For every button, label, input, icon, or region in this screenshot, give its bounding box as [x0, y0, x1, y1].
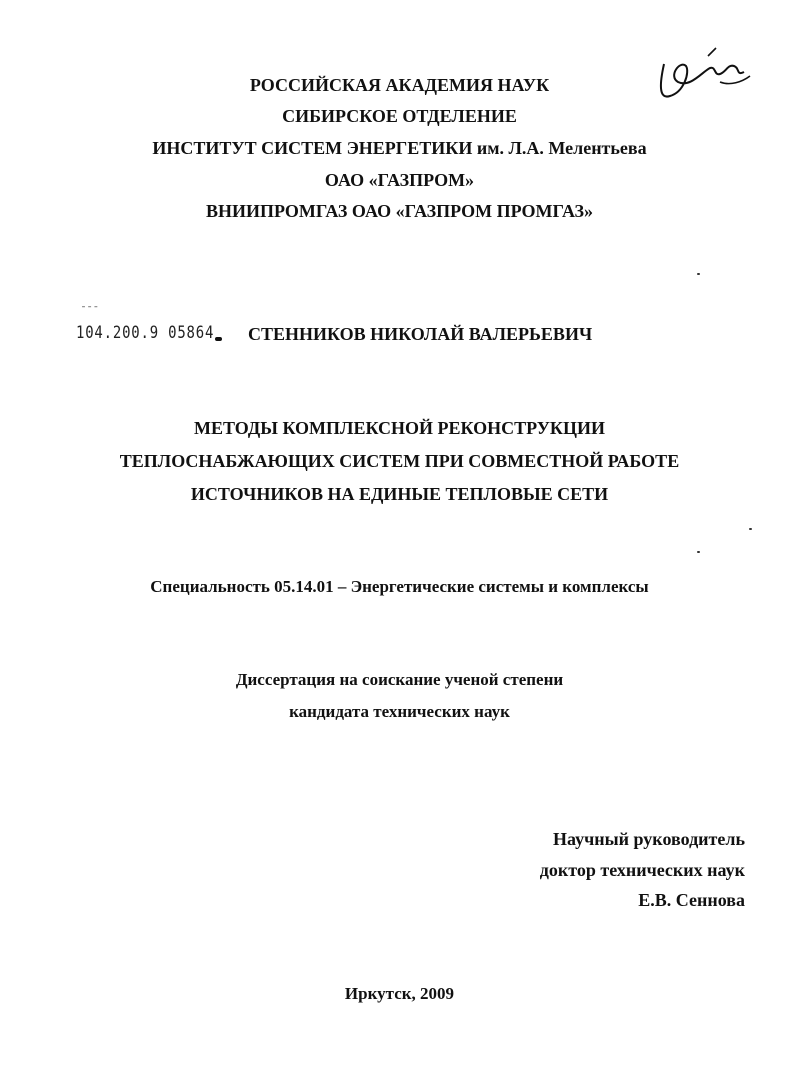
author-name: СТЕННИКОВ НИКОЛАЙ ВАЛЕРЬЕВИЧ	[248, 324, 593, 344]
scan-speck	[749, 528, 752, 530]
bullet-mark	[215, 337, 222, 341]
scan-speck	[697, 273, 700, 275]
place-year: Иркутск, 2009	[344, 984, 455, 1003]
supervisor-degree: доктор технических наук	[539, 860, 745, 880]
title-line-1: МЕТОДЫ КОМПЛЕКСНОЙ РЕКОНСТРУКЦИИ	[194, 418, 605, 438]
header-line-promgaz: ВНИИПРОМГАЗ ОАО «ГАЗПРОМ ПРОМГАЗ»	[206, 201, 593, 221]
header-line-academy: РОССИЙСКАЯ АКАДЕМИЯ НАУК	[249, 75, 550, 95]
header-line-gazprom: ОАО «ГАЗПРОМ»	[324, 170, 475, 190]
supervisor-label: Научный руководитель	[553, 829, 745, 849]
title-line-3: ИСТОЧНИКОВ НА ЕДИНЫЕ ТЕПЛОВЫЕ СЕТИ	[190, 484, 609, 504]
header-line-institute: ИНСТИТУТ СИСТЕМ ЭНЕРГЕТИКИ им. Л.А. Мелентьева	[152, 138, 647, 158]
supervisor-name: Е.В. Сеннова	[638, 890, 745, 910]
scan-speck	[697, 551, 700, 553]
specialty-line: Специальность 05.14.01 – Энергетические системы и комплексы	[150, 577, 649, 596]
header-line-branch: СИБИРСКОЕ ОТДЕЛЕНИЕ	[282, 106, 517, 126]
dissertation-line-1: Диссертация на соискание ученой степени	[235, 670, 564, 689]
dissertation-line-2: кандидата технических наук	[289, 702, 510, 721]
catalog-number: 104.200.9 05864	[76, 323, 215, 343]
catalog-mark-decoration: ˉ ˉ ˉ	[81, 306, 98, 317]
title-line-2: ТЕПЛОСНАБЖАЮЩИХ СИСТЕМ ПРИ СОВМЕСТНОЙ РАБОТЕ	[119, 451, 680, 471]
